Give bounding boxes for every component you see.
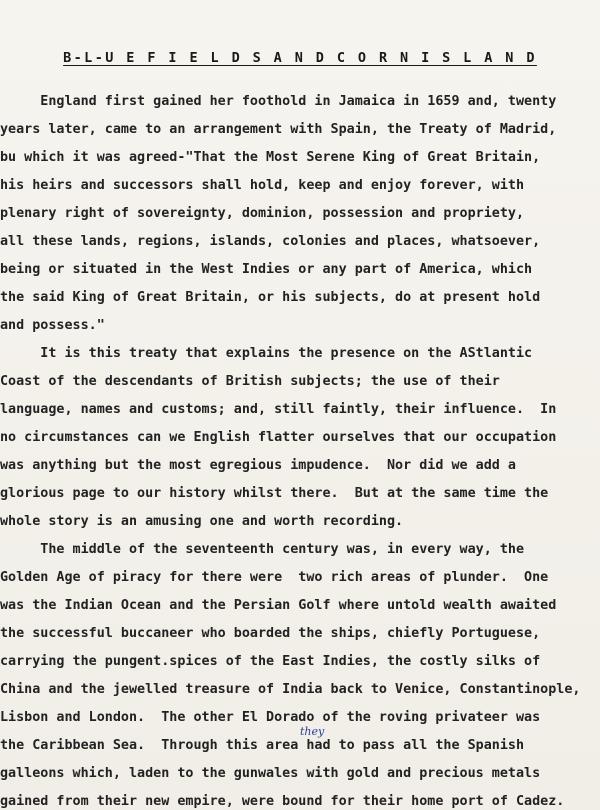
text-line: whole story is an amusing one and worth recording.	[0, 514, 404, 529]
text-line: gained from their new empire, were bound for their home port of Cadez.	[0, 794, 565, 809]
text-line: carrying the pungent.spices of the East Indies, the costly silks of	[0, 654, 541, 669]
text-line: Coast of the descendants of British subjects; the use of their	[0, 374, 500, 389]
text-line: England first gained her foothold in Jamaica in 1659 and, twenty	[0, 94, 557, 109]
text-line: glorious page to our history whilst there. But at the same time the	[0, 486, 549, 501]
text-line: and possess."	[0, 318, 105, 333]
text-line: the successful buccaneer who boarded the ships, chiefly Portuguese,	[0, 626, 541, 641]
text-line: The middle of the seventeenth century was, in every way, the	[0, 542, 525, 557]
text-line: Golden Age of piracy for there were two rich areas of plunder. One	[0, 570, 549, 585]
document-title: B-L-U E F I E L D S A N D C O R N I S L A N D	[63, 50, 537, 66]
text-line: his heirs and successors shall hold, keep and enjoy forever, with	[0, 178, 525, 193]
text-line: all these lands, regions, islands, colonies and places, whatsoever,	[0, 234, 541, 249]
text-line: galleons which, laden to the gunwales with gold and precious metals	[0, 766, 541, 781]
text-line: being or situated in the West Indies or any part of America, which	[0, 262, 533, 277]
text-line: China and the jewelled treasure of India back to Venice, Constantinople,	[0, 682, 581, 697]
text-line: years later, came to an arrangement with Spain, the Treaty of Madrid,	[0, 122, 557, 137]
text-line: was the Indian Ocean and the Persian Golf where untold wealth awaited	[0, 598, 557, 613]
text-line: language, names and customs; and, still faintly, their influence. In	[0, 402, 557, 417]
text-line: plenary right of sovereignty, dominion, possession and propriety,	[0, 206, 525, 221]
text-line: no circumstances can we English flatter ourselves that our occupation	[0, 430, 557, 445]
text-line: the Caribbean Sea. Through this area had to pass all the Spanish	[0, 738, 525, 753]
text-line: Lisbon and London. The other El Dorado of the roving privateer was	[0, 710, 541, 725]
text-line: the said King of Great Britain, or his subjects, do at present hold	[0, 290, 541, 305]
text-line: was anything but the most egregious impudence. Nor did we add a	[0, 458, 516, 473]
text-line: bu which it was agreed-"That the Most Serene King of Great Britain,	[0, 150, 541, 165]
handwritten-insertion: they	[300, 725, 325, 738]
text-line: It is this treaty that explains the presence on the AStlantic	[0, 346, 533, 361]
